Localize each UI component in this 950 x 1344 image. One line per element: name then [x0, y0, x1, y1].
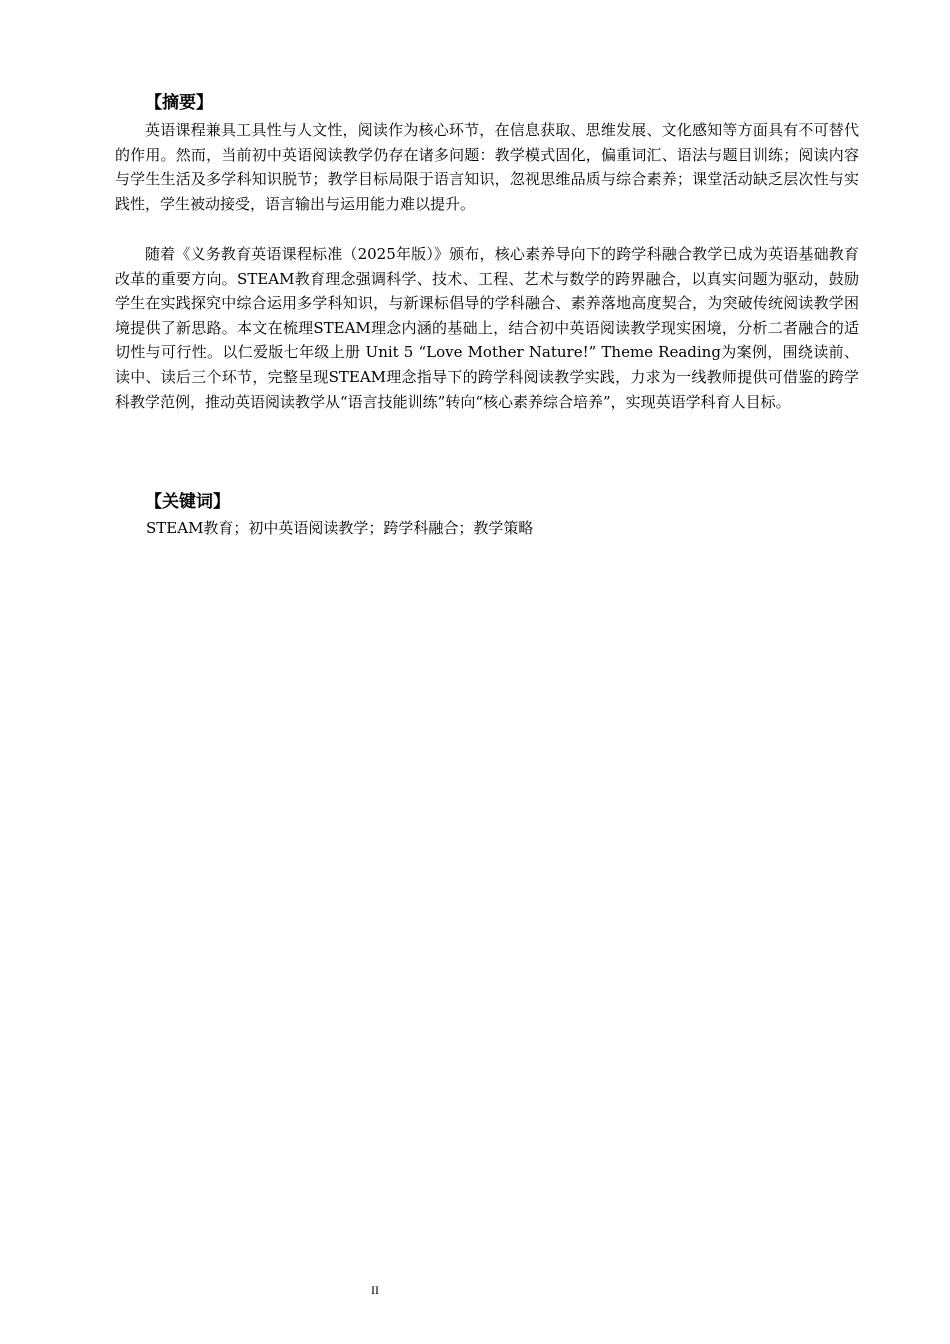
keywords-heading: 【关键词】 [145, 492, 230, 512]
abstract-paragraph-2: 随着《义务教育英语课程标准（2025年版）》颁布，核心素养导向下的跨学科融合教学已成为英语基础教育改革的重要方向。STEAM教育理念强调科学、技术、工程、艺术与数学的跨界融合，以真实问题为驱动，鼓励学生在实践探究中综合运用多学科知识，与新课标倡导的学科融合、素养落地高度契合，为突破传统阅读教学困境提供了新思路。本文在梳理STEAM理念内涵的基础上，结合初中英语阅读教学现实困境，分析二者融合的适切性与可行性。以仁爱版七年级上册 Unit 5 “Love Mother Nature!” Theme Reading为案例，围绕读前、读中、读后三个环节，完整呈现STEAM理念指导下的跨学科阅读教学实践，力求为一线教师提供可借鉴的跨学科教学范例，推动英语阅读教学从“语言技能训练”转向“核心素养综合培养”，实现英语学科育人目标。 [115, 245, 859, 411]
abstract-paragraph-2-container [115, 242, 859, 414]
abstract-heading: 【摘要】 [145, 93, 213, 113]
keywords-text: STEAM教育；初中英语阅读教学；跨学科融合；教学策略 [146, 519, 534, 537]
page-number: II [371, 1283, 379, 1297]
abstract-paragraph-1-container [115, 118, 859, 216]
abstract-paragraph-1: 英语课程兼具工具性与人文性，阅读作为核心环节，在信息获取、思维发展、文化感知等方面具有不可替代的作用。然而，当前初中英语阅读教学仍存在诸多问题：教学模式固化，偏重词汇、语法与题目训练；阅读内容与学生生活及多学科知识脱节；教学目标局限于语言知识，忽视思维品质与综合素养；课堂活动缺乏层次性与实践性，学生被动接受，语言输出与运用能力难以提升。 [115, 121, 859, 213]
